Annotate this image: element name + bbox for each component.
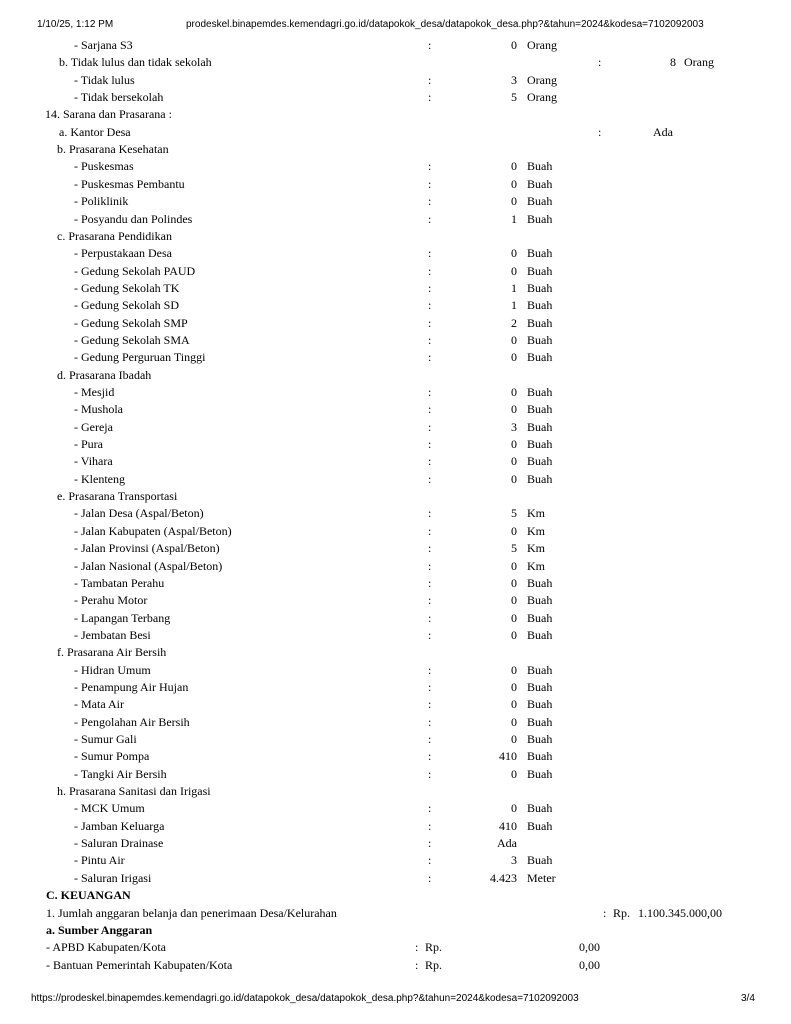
data-row: [0, 280, 791, 297]
row-label: - Gedung Sekolah PAUD: [74, 263, 196, 278]
row-colon: :: [428, 610, 432, 625]
data-row: [0, 610, 791, 627]
row-unit: Buah: [527, 437, 553, 452]
row-colon: :: [428, 749, 432, 764]
data-row: [0, 766, 791, 783]
row-value: 0,00: [579, 957, 600, 972]
row-value: Ada: [653, 124, 673, 139]
row-unit: Buah: [527, 315, 553, 330]
row-unit: Buah: [527, 627, 553, 642]
row-label: - Gedung Sekolah SMA: [74, 332, 190, 347]
row-colon: :: [598, 124, 602, 139]
data-row: [0, 158, 791, 175]
row-unit: Km: [527, 558, 545, 573]
data-row: [0, 384, 791, 401]
row-unit: Buah: [527, 298, 553, 313]
data-row: [0, 453, 791, 470]
data-row: [0, 315, 791, 332]
row-label: a. Kantor Desa: [59, 124, 131, 139]
row-unit: Buah: [527, 714, 553, 729]
row-value: 5: [511, 541, 517, 556]
row-colon: :: [428, 385, 432, 399]
row-colon: :: [428, 194, 432, 209]
data-row: [0, 835, 791, 852]
row-label: - Puskesmas: [74, 159, 134, 174]
row-value: 0: [511, 697, 517, 712]
row-value: 0,00: [579, 940, 600, 955]
row-unit: Buah: [527, 749, 553, 764]
data-row: [0, 263, 791, 280]
row-colon: :: [428, 801, 432, 816]
data-row: [0, 297, 791, 314]
row-unit: Buah: [527, 194, 553, 209]
data-row: [0, 558, 791, 575]
data-row: [0, 748, 791, 765]
data-row: [0, 245, 791, 262]
data-row: [0, 696, 791, 713]
row-label: a. Sumber Anggaran: [46, 922, 153, 937]
row-value: 5: [511, 90, 517, 105]
row-label: - Pengolahan Air Bersih: [74, 714, 190, 729]
row-label: - Jalan Nasional (Aspal/Beton): [74, 558, 223, 573]
row-unit: Buah: [527, 263, 553, 278]
row-value: 0: [511, 610, 517, 625]
row-label: - Pintu Air: [74, 853, 125, 868]
row-unit: Buah: [527, 332, 553, 347]
data-row: [0, 471, 791, 488]
row-value: 3: [511, 72, 517, 87]
row-unit: Buah: [527, 211, 553, 226]
row-colon: :: [415, 940, 419, 955]
data-row: [0, 800, 791, 817]
data-row: [0, 488, 791, 505]
row-label: - Mushola: [74, 402, 123, 417]
row-unit: Meter: [527, 870, 556, 885]
row-unit: Buah: [527, 280, 553, 295]
data-row: [0, 72, 791, 89]
row-label: c. Prasarana Pendidikan: [57, 228, 172, 243]
row-value: 5: [511, 506, 517, 521]
data-row: [0, 939, 791, 956]
row-colon: :: [428, 419, 432, 434]
row-colon: :: [428, 697, 432, 712]
row-colon: :: [428, 714, 432, 729]
data-row: [0, 818, 791, 835]
row-label: - Hidran Umum: [74, 662, 151, 677]
row-colon: :: [428, 506, 432, 521]
row-label: - Tidak lulus: [74, 72, 135, 87]
row-colon: :: [428, 766, 432, 781]
row-value: 0: [511, 714, 517, 729]
row-label: - Lapangan Terbang: [74, 610, 171, 625]
row-colon: :: [428, 870, 432, 885]
row-unit: Km: [527, 541, 545, 556]
row-value: 1.100.345.000,00: [638, 905, 722, 920]
row-colon: :: [428, 332, 432, 347]
page-number: 3/4: [741, 993, 755, 1004]
row-value: Ada: [497, 836, 517, 851]
row-unit: Buah: [527, 159, 553, 174]
row-value: 0: [511, 679, 517, 694]
row-colon: :: [428, 402, 432, 417]
row-unit: Buah: [527, 350, 553, 365]
row-label: - Sarjana S3: [74, 38, 133, 52]
row-unit: Orang: [527, 72, 557, 87]
data-row: [0, 852, 791, 869]
data-row: [0, 575, 791, 592]
row-currency: Rp.: [425, 957, 443, 972]
row-value: 0: [511, 194, 517, 209]
data-row: [0, 228, 791, 245]
row-label: - Bantuan Pemerintah Kabupaten/Kota: [46, 957, 233, 972]
row-label: - Pura: [74, 437, 103, 452]
row-value: 1: [511, 298, 517, 313]
row-unit: Buah: [527, 610, 553, 625]
row-colon: :: [428, 471, 432, 486]
row-label: - Perahu Motor: [74, 593, 148, 608]
row-value: 0: [511, 263, 517, 278]
row-colon: :: [428, 211, 432, 226]
row-label: - MCK Umum: [74, 801, 145, 816]
row-unit: Buah: [527, 471, 553, 486]
row-unit: Km: [527, 523, 545, 538]
row-colon: :: [428, 263, 432, 278]
row-value: 0: [511, 332, 517, 347]
row-label: - Mata Air: [74, 697, 124, 712]
row-value: 0: [511, 575, 517, 590]
row-label: - Jalan Kabupaten (Aspal/Beton): [74, 523, 232, 538]
data-row: [0, 401, 791, 418]
row-label: - Jalan Provinsi (Aspal/Beton): [74, 541, 220, 556]
row-unit: Buah: [527, 818, 553, 833]
data-row: [0, 870, 791, 887]
row-label: - Saluran Drainase: [74, 836, 164, 851]
row-colon: :: [428, 159, 432, 174]
row-colon: :: [428, 732, 432, 746]
row-value: 0: [511, 38, 517, 52]
row-value: 0: [511, 176, 517, 191]
row-label: - Vihara: [74, 454, 113, 469]
row-label: - Saluran Irigasi: [74, 870, 152, 885]
row-colon: :: [428, 72, 432, 87]
row-label: - Gedung Sekolah SMP: [74, 315, 188, 330]
row-value: 0: [511, 558, 517, 573]
data-row: [0, 176, 791, 193]
row-label: - Poliklinik: [74, 194, 129, 209]
row-unit: Buah: [527, 419, 553, 434]
row-value: 3: [511, 419, 517, 434]
row-colon: :: [428, 558, 432, 573]
row-label: - Jalan Desa (Aspal/Beton): [74, 506, 204, 521]
data-row: [0, 332, 791, 349]
row-value: 0: [511, 471, 517, 486]
row-colon: :: [428, 662, 432, 677]
data-row: [0, 54, 791, 71]
row-label: 1. Jumlah anggaran belanja dan penerimaan Desa/Kelurahan: [46, 905, 337, 920]
row-currency: Rp.: [613, 905, 631, 920]
row-label: b. Prasarana Kesehatan: [57, 142, 169, 157]
row-colon: :: [428, 627, 432, 642]
data-row: [0, 367, 791, 384]
print-header-url: prodeskel.binapemdes.kemendagri.go.id/datapokok_desa/datapokok_desa.php?&tahun=2024&kodesa=7102092003: [186, 19, 704, 30]
data-row: [0, 436, 791, 453]
data-row: [0, 679, 791, 696]
row-unit: Buah: [527, 732, 553, 746]
row-label: - Gedung Perguruan Tinggi: [74, 350, 206, 365]
data-row: [0, 124, 791, 141]
row-label: b. Tidak lulus dan tidak sekolah: [59, 55, 212, 70]
row-label: - Mesjid: [74, 385, 115, 399]
row-label: f. Prasarana Air Bersih: [57, 645, 167, 660]
data-row: [0, 714, 791, 731]
row-value: 1: [511, 211, 517, 226]
row-colon: :: [428, 575, 432, 590]
data-row: [0, 540, 791, 557]
data-row: [0, 37, 791, 54]
row-unit: Buah: [527, 679, 553, 694]
row-unit: Buah: [527, 454, 553, 469]
data-row: [0, 731, 791, 748]
data-row: [0, 644, 791, 661]
row-label: - Posyandu dan Polindes: [74, 211, 193, 226]
row-value: 0: [511, 246, 517, 261]
row-value: 410: [499, 818, 517, 833]
data-row: [0, 662, 791, 679]
row-colon: :: [428, 853, 432, 868]
data-row: [0, 505, 791, 522]
row-colon: :: [428, 679, 432, 694]
row-label: - Sumur Pompa: [74, 749, 150, 764]
row-unit: Buah: [527, 385, 553, 399]
row-label: e. Prasarana Transportasi: [57, 489, 178, 504]
row-unit: Buah: [527, 593, 553, 608]
row-label: - APBD Kabupaten/Kota: [46, 940, 166, 955]
row-unit: Buah: [527, 662, 553, 677]
row-label: 14. Sarana dan Prasarana :: [45, 107, 172, 122]
row-label: - Sumur Gali: [74, 732, 137, 746]
row-label: - Gedung Sekolah SD: [74, 298, 179, 313]
row-colon: :: [603, 905, 607, 920]
data-row: [0, 193, 791, 210]
row-value: 0: [511, 801, 517, 816]
row-unit: Buah: [527, 801, 553, 816]
print-footer-url: https://prodeskel.binapemdes.kemendagri.go.id/datapokok_desa/datapokok_desa.php?&tahun=2024&kodesa=7102092003: [31, 993, 579, 1004]
row-colon: :: [415, 957, 419, 972]
data-row: [0, 783, 791, 800]
row-colon: :: [428, 523, 432, 538]
row-value: 1: [511, 280, 517, 295]
row-value: 0: [511, 385, 517, 399]
row-value: 0: [511, 662, 517, 677]
row-value: 2: [511, 315, 517, 330]
row-unit: Buah: [527, 766, 553, 781]
row-colon: :: [428, 280, 432, 295]
row-value: 0: [511, 437, 517, 452]
row-unit: Km: [527, 506, 545, 521]
row-value: 410: [499, 749, 517, 764]
row-colon: :: [428, 454, 432, 469]
row-label: - Penampung Air Hujan: [74, 679, 189, 694]
data-row: [0, 905, 791, 922]
row-colon: :: [428, 90, 432, 105]
row-colon: :: [428, 246, 432, 261]
row-unit: Orang: [527, 90, 557, 105]
row-unit: Buah: [527, 176, 553, 191]
row-value: 0: [511, 627, 517, 642]
data-row: [0, 419, 791, 436]
row-unit: Orang: [684, 55, 714, 70]
row-colon: :: [428, 298, 432, 313]
row-colon: :: [428, 541, 432, 556]
row-value: 0: [511, 523, 517, 538]
row-colon: :: [428, 818, 432, 833]
row-currency: Rp.: [425, 940, 443, 955]
data-row: [0, 887, 791, 904]
row-colon: :: [598, 55, 602, 70]
row-value: 0: [511, 159, 517, 174]
data-row: [0, 211, 791, 228]
row-value: 0: [511, 454, 517, 469]
row-unit: Buah: [527, 575, 553, 590]
row-unit: Orang: [527, 38, 557, 52]
row-unit: Buah: [527, 246, 553, 261]
row-label: - Tambatan Perahu: [74, 575, 165, 590]
row-unit: Buah: [527, 853, 553, 868]
row-colon: :: [428, 176, 432, 191]
row-label: - Jembatan Besi: [74, 627, 151, 642]
data-row: [0, 957, 791, 974]
row-colon: :: [428, 437, 432, 452]
row-colon: :: [428, 593, 432, 608]
row-value: 0: [511, 766, 517, 781]
row-value: 0: [511, 350, 517, 365]
row-label: d. Prasarana Ibadah: [57, 367, 152, 382]
row-value: 4.423: [490, 870, 517, 885]
data-row: [0, 141, 791, 158]
row-value: 0: [511, 593, 517, 608]
print-datetime: 1/10/25, 1:12 PM: [37, 19, 114, 30]
row-label: - Puskesmas Pembantu: [74, 176, 185, 191]
data-row: [0, 523, 791, 540]
data-row: [0, 349, 791, 366]
data-row: [0, 592, 791, 609]
data-row: [0, 627, 791, 644]
row-unit: Buah: [527, 697, 553, 712]
row-colon: :: [428, 836, 432, 851]
row-colon: :: [428, 350, 432, 365]
row-value: 0: [511, 732, 517, 746]
data-row: [0, 922, 791, 939]
data-row: [0, 106, 791, 123]
row-label: - Tidak bersekolah: [74, 90, 164, 105]
row-label: - Tangki Air Bersih: [74, 766, 167, 781]
row-label: - Klenteng: [74, 471, 125, 486]
row-label: h. Prasarana Sanitasi dan Irigasi: [57, 784, 211, 799]
row-label: C. KEUANGAN: [46, 888, 131, 903]
row-value: 8: [670, 55, 676, 70]
row-value: 3: [511, 853, 517, 868]
row-colon: :: [428, 315, 432, 330]
data-row: [0, 89, 791, 106]
row-value: 0: [511, 402, 517, 417]
row-label: - Gereja: [74, 419, 113, 434]
row-unit: Buah: [527, 402, 553, 417]
row-label: - Jamban Keluarga: [74, 818, 165, 833]
row-colon: :: [428, 38, 432, 52]
row-label: - Perpustakaan Desa: [74, 246, 172, 261]
row-label: - Gedung Sekolah TK: [74, 280, 180, 295]
